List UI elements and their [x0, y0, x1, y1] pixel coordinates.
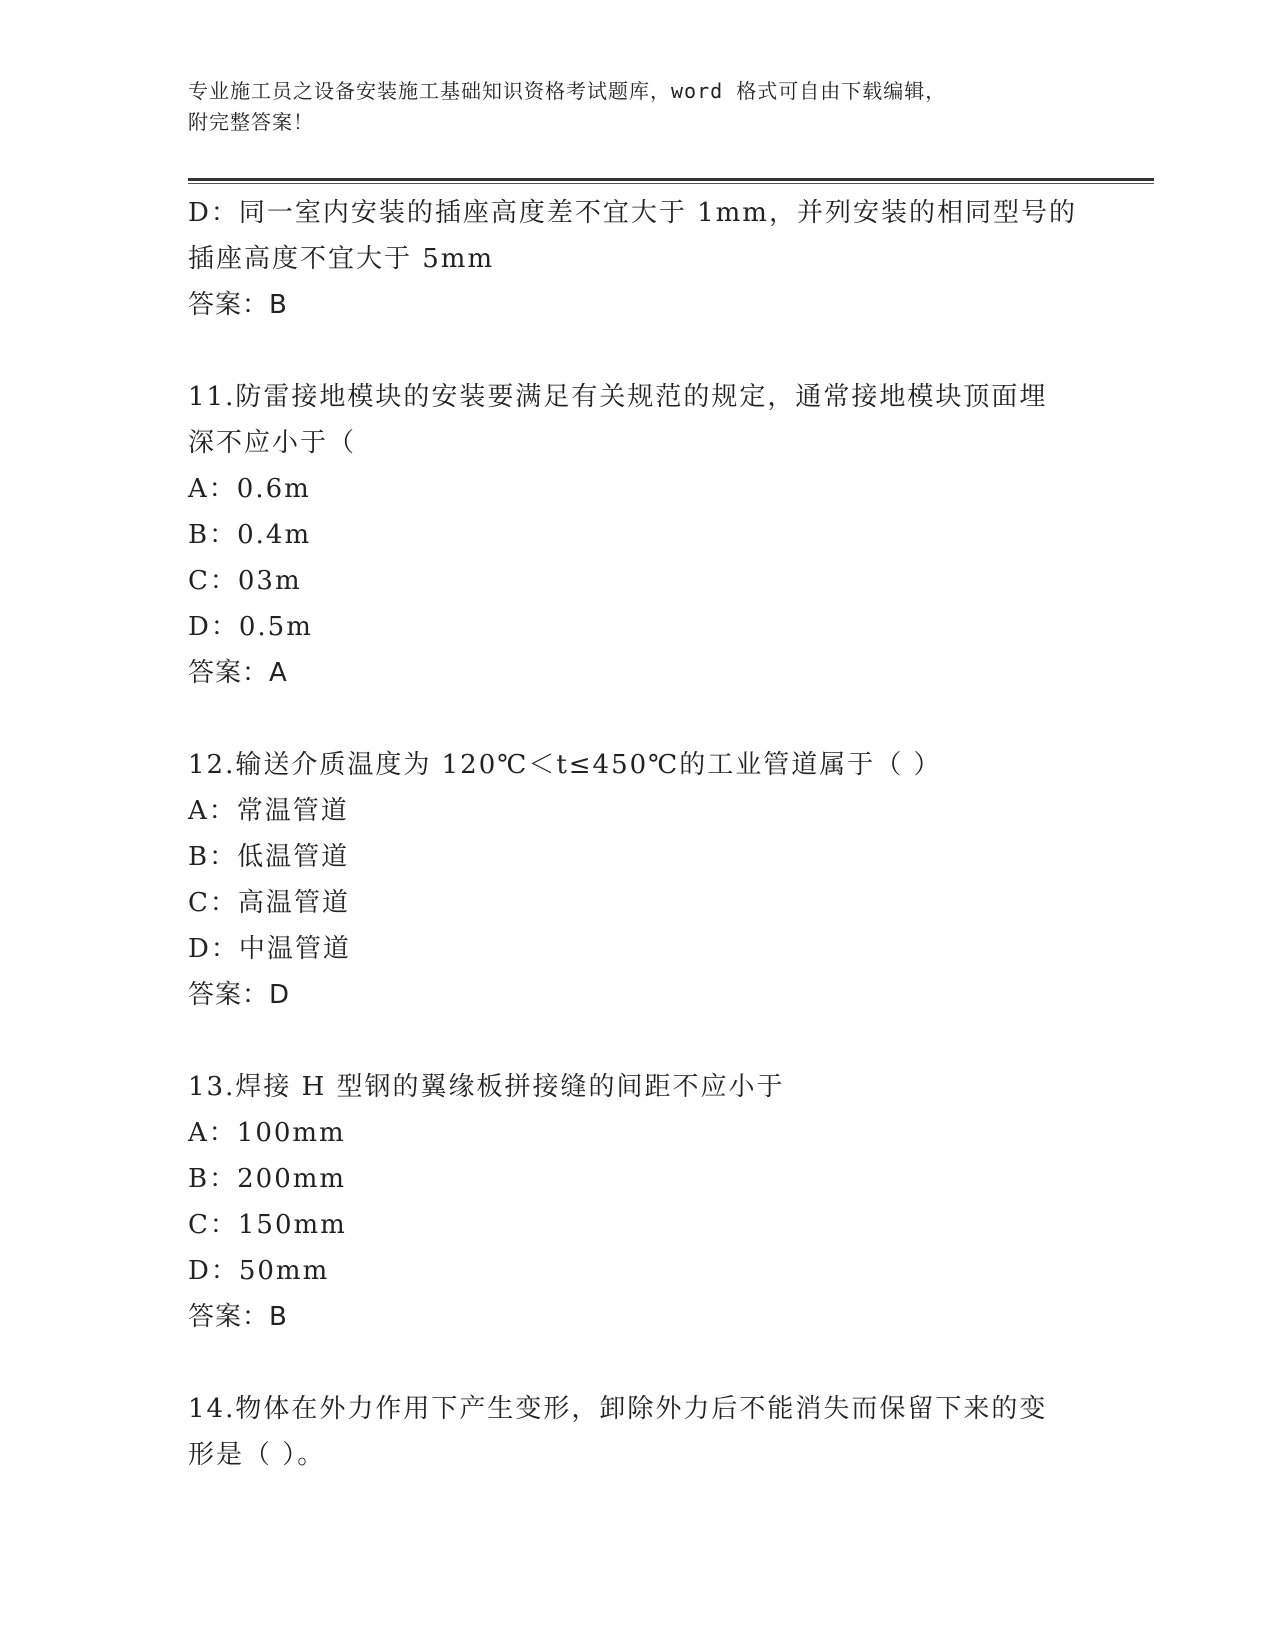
option-b: B：200mm — [188, 1164, 347, 1194]
spacer — [188, 328, 1088, 374]
header-title-line-2: 附完整答案！ — [188, 110, 314, 134]
header-divider-thin — [188, 183, 1154, 184]
spacer — [188, 1018, 1088, 1064]
header-title-line-1: 专业施工员之设备安装施工基础知识资格考试题库，word 格式可自由下载编辑， — [188, 79, 947, 103]
option-d: D：中温管道 — [188, 934, 351, 964]
question-14 — [188, 1386, 1088, 1478]
option-d-line-1: D：同一室内安装的插座高度差不宜大于 1mm，并列安装的相同型号的 — [188, 198, 1077, 228]
option-a: A：100mm — [188, 1118, 346, 1148]
answer-line: 答案：D — [188, 980, 291, 1010]
question-stem-line-2: 形是（ ）。 — [188, 1440, 326, 1470]
answer-line: 答案：B — [188, 290, 288, 320]
question-stem-line-2: 深不应小于（ — [188, 428, 357, 458]
option-c: C：高温管道 — [188, 888, 350, 918]
question-stem-line-1: 11.防雷接地模块的安装要满足有关规范的规定，通常接地模块顶面埋 — [188, 382, 1048, 412]
option-d: D：0.5m — [188, 612, 313, 642]
option-a: A：常温管道 — [188, 796, 349, 826]
question-stem-line-1: 14.物体在外力作用下产生变形，卸除外力后不能消失而保留下来的变 — [188, 1394, 1048, 1424]
question-stem: 12.输送介质温度为 120℃＜t≤450℃的工业管道属于（ ） — [188, 750, 942, 780]
option-a: A：0.6m — [188, 474, 311, 504]
document-body — [188, 190, 1088, 1478]
answer-line: 答案：A — [188, 658, 288, 688]
question-12 — [188, 742, 1088, 1018]
option-b: B：低温管道 — [188, 842, 350, 872]
option-d-line-2: 插座高度不宜大于 5mm — [188, 244, 495, 274]
spacer — [188, 1340, 1088, 1386]
option-d: D：50mm — [188, 1256, 330, 1286]
spacer — [188, 696, 1088, 742]
option-c: C：150mm — [188, 1210, 347, 1240]
question-13 — [188, 1064, 1088, 1340]
option-b: B：0.4m — [188, 520, 312, 550]
question-stem: 13.焊接 H 型钢的翼缘板拼接缝的间距不应小于 — [188, 1072, 785, 1102]
question-11 — [188, 374, 1088, 696]
document-header — [188, 76, 1088, 138]
header-divider-thick — [188, 178, 1154, 181]
question-10 — [188, 190, 1088, 328]
option-c: C：03m — [188, 566, 302, 596]
answer-line: 答案：B — [188, 1302, 288, 1332]
